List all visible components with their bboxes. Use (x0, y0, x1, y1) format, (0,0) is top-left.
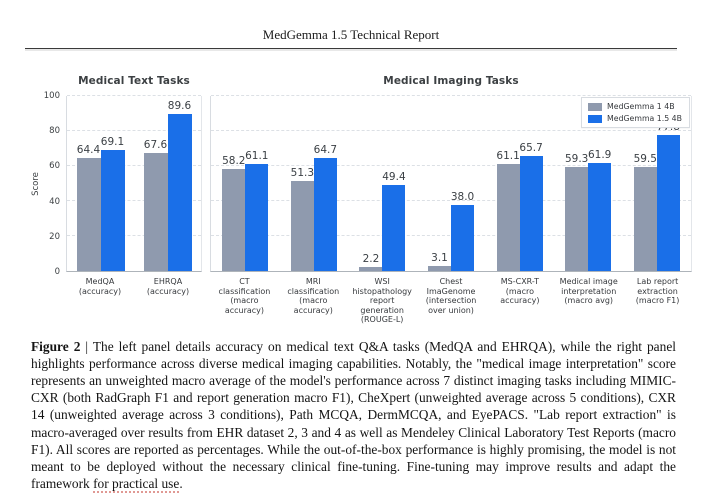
bar-medgemma-1-4b (565, 167, 588, 271)
y-axis-title: Score (31, 172, 41, 196)
x-tick-label: Chest ImaGenome (intersection over union) (425, 277, 477, 315)
y-tick-label: 100 (43, 91, 60, 101)
bar-value-label: 67.6 (143, 138, 168, 151)
x-axis-labels (210, 272, 692, 325)
bar-with-label (428, 96, 451, 271)
page (0, 27, 702, 495)
bar-medgemma-1-4b (222, 169, 245, 271)
figure-label: Figure 2 (31, 338, 81, 354)
legend-item (588, 102, 682, 111)
bar-with-label (520, 96, 543, 271)
bar-group (417, 96, 486, 271)
bar-medgemma-1-4b (77, 158, 101, 271)
bar-medgemma-1.5-4b (168, 114, 192, 271)
y-tick-label: 0 (54, 267, 60, 277)
bar-with-label (497, 96, 520, 271)
legend-item (588, 114, 682, 123)
header-rule (25, 48, 677, 49)
bar-value-label: 58.2 (222, 155, 246, 168)
chart-panel-medical-imaging-tasks (210, 75, 692, 325)
panel-title: Medical Text Tasks (78, 75, 190, 87)
bar-value-label: 59.5 (633, 152, 657, 165)
bar-with-label (168, 96, 192, 271)
bar-with-label (291, 96, 314, 271)
bar-medgemma-1-4b (291, 181, 314, 271)
bar-medgemma-1-4b (144, 153, 168, 271)
bar-medgemma-1.5-4b (657, 135, 680, 271)
panel-title: Medical Imaging Tasks (383, 75, 519, 87)
caption-body: The left panel details accuracy on medical text Q&A tasks (MedQA and EHRQA), while the right panel highlights performance across diverse medical imaging capabilities. Notably, the "medical image interpretation" score represents an unweighted macro average of the model's performance across 7 distinct imaging tasks including MIMIC-CXR (both RadGraph F1 and report generation macro F1), CheXpert (unweighted average across 5 conditions), CXR 14 (unweighted average across 3 conditions), Path MCQA, DermMCQA, and EyePACS. "Lab report extraction" is macro-averaged over results from EHR dataset 2, 3 and 4 as well as Mendeley Clinical Laboratory Test Reports (macro F1). All scores are reported as percentages. While the out-of-the-box performance is highly promising, the model is not meant to be deployed without the necessary clinical fine-tuning. Fine-tuning may improve results and adapt the framework (31, 338, 676, 492)
y-tick-label: 40 (49, 196, 60, 207)
bar-group (348, 96, 417, 271)
y-tick-labels (40, 91, 60, 277)
bar-medgemma-1.5-4b (588, 163, 611, 271)
bar-with-label (245, 96, 268, 271)
y-tick-label: 60 (49, 161, 60, 172)
bar-medgemma-1.5-4b (451, 205, 474, 272)
bar-medgemma-1-4b (497, 164, 520, 271)
figure-caption (31, 338, 676, 493)
bar-value-label: 64.4 (76, 144, 101, 157)
bar-with-label (359, 96, 382, 271)
plot-area (66, 96, 202, 272)
running-header: MedGemma 1.5 Technical Report (262, 27, 440, 42)
x-tick-label: MedQA (accuracy) (78, 277, 122, 296)
bar-group (211, 96, 280, 271)
legend-swatch-medgemma-1-4b (588, 103, 602, 111)
x-tick-label: Medical image interpretation (macro avg) (559, 277, 618, 305)
bar-medgemma-1.5-4b (382, 185, 405, 271)
bar-value-label: 51.3 (290, 167, 315, 180)
y-tick-label: 20 (49, 231, 60, 242)
bar-value-label: 65.7 (519, 142, 543, 155)
bar-medgemma-1-4b (428, 266, 451, 271)
bar-group (280, 96, 349, 271)
bar-group (485, 96, 554, 271)
bar-value-label: 61.1 (496, 150, 520, 163)
x-tick-label: MS-CXR-T (macro accuracy) (500, 277, 540, 305)
bar-with-label (382, 96, 405, 271)
bar-value-label: 3.1 (431, 251, 448, 264)
x-tick-label: Lab report extraction (macro F1) (635, 277, 680, 305)
bar-medgemma-1.5-4b (314, 158, 337, 271)
x-tick-label: CT classification (macro accuracy) (218, 277, 271, 315)
bar-groups (67, 96, 201, 271)
legend-swatch-medgemma-1.5-4b (588, 115, 602, 123)
y-tick-label: 80 (49, 126, 60, 137)
bar-medgemma-1.5-4b (245, 164, 268, 271)
figure (31, 75, 692, 325)
legend (581, 97, 690, 128)
x-tick-label: MRI classification (macro accuracy) (287, 277, 340, 315)
caption-tail: for practical use (93, 476, 180, 492)
bar-value-label: 89.6 (167, 100, 192, 113)
bar-with-label (451, 96, 474, 271)
x-tick-label: EHRQA (accuracy) (146, 277, 190, 296)
caption-separator: | (80, 338, 93, 354)
bar-value-label: 59.3 (564, 153, 589, 166)
bar-with-label (101, 96, 125, 271)
bar-medgemma-1.5-4b (520, 156, 543, 271)
bar-medgemma-1-4b (359, 267, 382, 271)
plot-area (210, 96, 692, 272)
bar-medgemma-1-4b (634, 167, 657, 271)
bar-value-label: 64.7 (313, 143, 338, 156)
bar-medgemma-1.5-4b (101, 150, 125, 271)
bar-with-label (77, 96, 101, 271)
caption-period: . (179, 476, 183, 492)
y-axis (31, 91, 66, 277)
bar-group (134, 96, 201, 271)
chart-panel-medical-text-tasks (31, 75, 202, 325)
x-axis-labels (66, 272, 202, 296)
bar-with-label (314, 96, 337, 271)
bar-with-label (144, 96, 168, 271)
bar-with-label (222, 96, 245, 271)
bar-value-label: 2.2 (362, 253, 380, 266)
bar-value-label: 61.1 (245, 150, 269, 163)
bar-value-label: 69.1 (100, 136, 125, 149)
bar-value-label: 38.0 (450, 190, 475, 203)
bar-value-label: 61.9 (587, 148, 612, 161)
x-tick-label: WSI histopathology report generation (ROUGE-L) (352, 277, 412, 324)
legend-label: MedGemma 1.5 4B (607, 114, 682, 123)
bar-group (67, 96, 134, 271)
bar-value-label: 49.4 (382, 170, 406, 183)
legend-label: MedGemma 1 4B (607, 102, 675, 111)
